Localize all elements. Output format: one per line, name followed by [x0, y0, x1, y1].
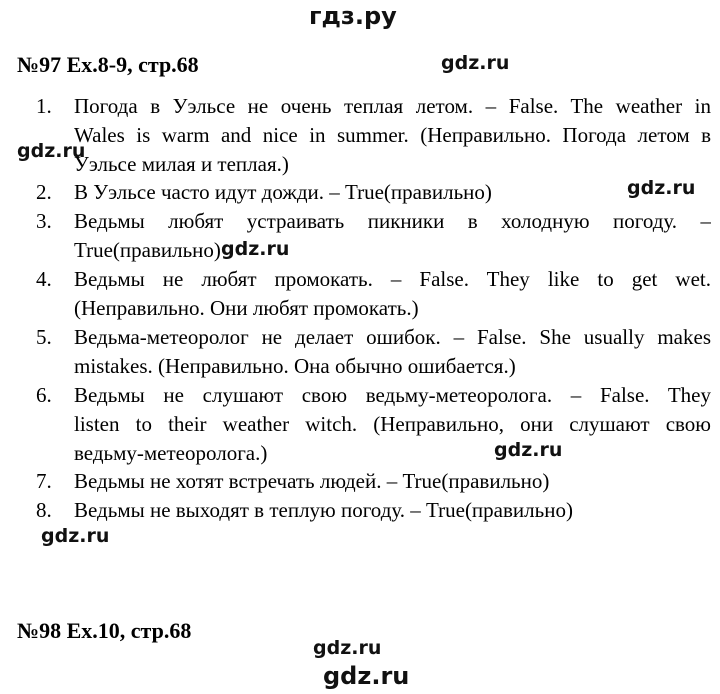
- watermark-large: gdz.ru: [323, 662, 410, 690]
- item-text-line: mistakes. (Неправильно. Она обычно ошибается.): [74, 354, 516, 378]
- item-number: 7.: [36, 469, 52, 493]
- item-text-line: Уэльсе милая и теплая.): [74, 152, 289, 176]
- item-text-line: Ведьмы любят устраивать пикники в холодную погоду. –: [74, 209, 711, 233]
- exercise-97-heading: №97 Ex.8-9, стр.68: [17, 52, 199, 77]
- item-number: 4.: [36, 267, 52, 291]
- watermark: gdz.ru: [494, 439, 563, 461]
- item-number: 8.: [36, 498, 52, 522]
- item-text-line: (Неправильно. Они любят промокать.): [74, 296, 419, 320]
- watermark: gdz.ru: [41, 525, 110, 547]
- watermark: gdz.ru: [627, 177, 696, 199]
- item-text-line: В Уэльсе часто идут дожди. – True(правильно): [74, 180, 492, 204]
- site-watermark-top: гдз.ру: [309, 2, 397, 30]
- item-number: 6.: [36, 383, 52, 407]
- item-text-line: ведьму-метеоролога.): [74, 441, 268, 465]
- item-number: 3.: [36, 209, 52, 233]
- watermark: gdz.ru: [313, 637, 382, 659]
- item-text-line: Погода в Уэльсе не очень теплая летом. – False. The weather in: [74, 94, 711, 118]
- item-text-line: Wales is warm and nice in summer. (Неправильно. Погода летом в: [74, 123, 711, 147]
- exercise-98-heading: №98 Ex.10, стр.68: [17, 618, 192, 643]
- item-text-line: True(правильно): [74, 238, 221, 262]
- item-number: 1.: [36, 94, 52, 118]
- watermark: gdz.ru: [17, 140, 86, 162]
- item-number: 5.: [36, 325, 52, 349]
- watermark: gdz.ru: [441, 52, 510, 74]
- item-text-line: Ведьмы не слушают свою ведьму-метеоролога. – False. They: [74, 383, 711, 407]
- item-number: 2.: [36, 180, 52, 204]
- item-text-line: listen to their weather witch. (Неправильно, они слушают свою: [74, 412, 711, 436]
- item-text-line: Ведьма-метеоролог не делает ошибок. – False. She usually makes: [74, 325, 711, 349]
- item-text-line: Ведьмы не хотят встречать людей. – True(правильно): [74, 469, 550, 493]
- watermark: gdz.ru: [221, 238, 290, 260]
- item-text-line: Ведьмы не любят промокать. – False. They like to get wet.: [74, 267, 711, 291]
- item-text-line: Ведьмы не выходят в теплую погоду. – True(правильно): [74, 498, 573, 522]
